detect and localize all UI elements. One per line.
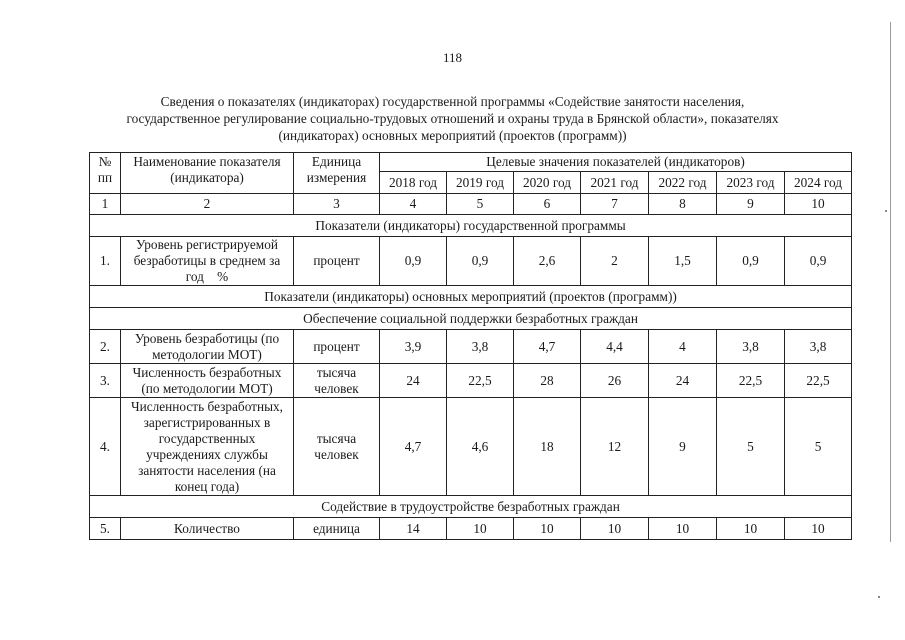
value-cell: 22,5 bbox=[717, 364, 785, 398]
header-year: 2018 год bbox=[380, 172, 447, 194]
header-year: 2021 год bbox=[581, 172, 649, 194]
header-target-values: Целевые значения показателей (индикаторов) bbox=[380, 153, 852, 172]
table-row bbox=[90, 237, 852, 286]
value-cell: 12 bbox=[581, 398, 649, 496]
value-cell: 4,4 bbox=[581, 330, 649, 364]
header-year: 2024 год bbox=[785, 172, 852, 194]
column-index: 3 bbox=[294, 194, 380, 215]
scan-speck bbox=[878, 596, 880, 598]
header-year: 2020 год bbox=[514, 172, 581, 194]
table-row bbox=[90, 518, 852, 540]
value-cell: 5 bbox=[717, 398, 785, 496]
table-header-row bbox=[90, 153, 852, 172]
unit-of-measure: единица bbox=[294, 518, 380, 540]
value-cell: 0,9 bbox=[785, 237, 852, 286]
indicator-name: Уровень безработицы (по методологии МОТ) bbox=[121, 330, 294, 364]
section-row bbox=[90, 215, 852, 237]
column-index: 8 bbox=[649, 194, 717, 215]
header-year: 2019 год bbox=[447, 172, 514, 194]
value-cell: 28 bbox=[514, 364, 581, 398]
value-cell: 9 bbox=[649, 398, 717, 496]
value-cell: 10 bbox=[785, 518, 852, 540]
value-cell: 0,9 bbox=[447, 237, 514, 286]
row-number: 1. bbox=[90, 237, 121, 286]
unit-of-measure: тысяча человек bbox=[294, 364, 380, 398]
table-row bbox=[90, 330, 852, 364]
section-title: Показатели (индикаторы) государственной программы bbox=[90, 215, 852, 237]
heading-line-2: государственное регулирование социально-трудовых отношений и охраны труда в Брянской области», показателях bbox=[126, 111, 779, 126]
unit-of-measure: тысяча человек bbox=[294, 398, 380, 496]
column-index: 7 bbox=[581, 194, 649, 215]
table-row bbox=[90, 364, 852, 398]
row-number: 5. bbox=[90, 518, 121, 540]
value-cell: 24 bbox=[380, 364, 447, 398]
value-cell: 10 bbox=[514, 518, 581, 540]
document-heading bbox=[60, 93, 845, 144]
value-cell: 14 bbox=[380, 518, 447, 540]
value-cell: 10 bbox=[649, 518, 717, 540]
column-index: 5 bbox=[447, 194, 514, 215]
section-title: Обеспечение социальной поддержки безработных граждан bbox=[90, 308, 852, 330]
row-number: 2. bbox=[90, 330, 121, 364]
value-cell: 3,8 bbox=[717, 330, 785, 364]
section-row bbox=[90, 286, 852, 308]
value-cell: 4,6 bbox=[447, 398, 514, 496]
header-year: 2023 год bbox=[717, 172, 785, 194]
value-cell: 24 bbox=[649, 364, 717, 398]
value-cell: 10 bbox=[717, 518, 785, 540]
value-cell: 3,8 bbox=[447, 330, 514, 364]
page-number: 118 bbox=[442, 50, 463, 65]
value-cell: 4,7 bbox=[380, 398, 447, 496]
table-row bbox=[90, 398, 852, 496]
value-cell: 22,5 bbox=[785, 364, 852, 398]
value-cell: 0,9 bbox=[380, 237, 447, 286]
row-number: 3. bbox=[90, 364, 121, 398]
section-row bbox=[90, 308, 852, 330]
value-cell: 3,8 bbox=[785, 330, 852, 364]
header-indicator-name: Наименование показателя (индикатора) bbox=[121, 153, 294, 194]
heading-line-1: Сведения о показателях (индикаторах) государственной программы «Содействие занятости населения, bbox=[160, 94, 745, 109]
column-index: 4 bbox=[380, 194, 447, 215]
header-year: 2022 год bbox=[649, 172, 717, 194]
header-number: № пп bbox=[90, 153, 121, 194]
value-cell: 4,7 bbox=[514, 330, 581, 364]
section-row bbox=[90, 496, 852, 518]
indicator-name: Уровень регистрируемой безработицы в среднем за год % bbox=[121, 237, 294, 286]
unit-of-measure: процент bbox=[294, 237, 380, 286]
unit-of-measure: процент bbox=[294, 330, 380, 364]
indicator-name: Количество bbox=[121, 518, 294, 540]
value-cell: 10 bbox=[581, 518, 649, 540]
column-index: 10 bbox=[785, 194, 852, 215]
column-index: 6 bbox=[514, 194, 581, 215]
indicator-name: Численность безработных, зарегистрированных в государственных учреждениях службы занятости населения (на конец года) bbox=[121, 398, 294, 496]
value-cell: 26 bbox=[581, 364, 649, 398]
value-cell: 2,6 bbox=[514, 237, 581, 286]
value-cell: 1,5 bbox=[649, 237, 717, 286]
indicator-name: Численность безработных (по методологии МОТ) bbox=[121, 364, 294, 398]
row-number: 4. bbox=[90, 398, 121, 496]
value-cell: 4 bbox=[649, 330, 717, 364]
value-cell: 2 bbox=[581, 237, 649, 286]
value-cell: 10 bbox=[447, 518, 514, 540]
value-cell: 3,9 bbox=[380, 330, 447, 364]
scan-edge-line bbox=[890, 22, 891, 542]
scan-speck bbox=[885, 210, 887, 212]
section-title: Содействие в трудоустройстве безработных граждан bbox=[90, 496, 852, 518]
value-cell: 0,9 bbox=[717, 237, 785, 286]
heading-line-3: (индикаторах) основных мероприятий (проектов (программ)) bbox=[278, 128, 627, 143]
value-cell: 5 bbox=[785, 398, 852, 496]
column-index: 2 bbox=[121, 194, 294, 215]
column-index: 9 bbox=[717, 194, 785, 215]
value-cell: 18 bbox=[514, 398, 581, 496]
column-index-row bbox=[90, 194, 852, 215]
indicators-table bbox=[89, 152, 852, 540]
header-unit: Единица измерения bbox=[294, 153, 380, 194]
section-title: Показатели (индикаторы) основных мероприятий (проектов (программ)) bbox=[90, 286, 852, 308]
value-cell: 22,5 bbox=[447, 364, 514, 398]
column-index: 1 bbox=[90, 194, 121, 215]
